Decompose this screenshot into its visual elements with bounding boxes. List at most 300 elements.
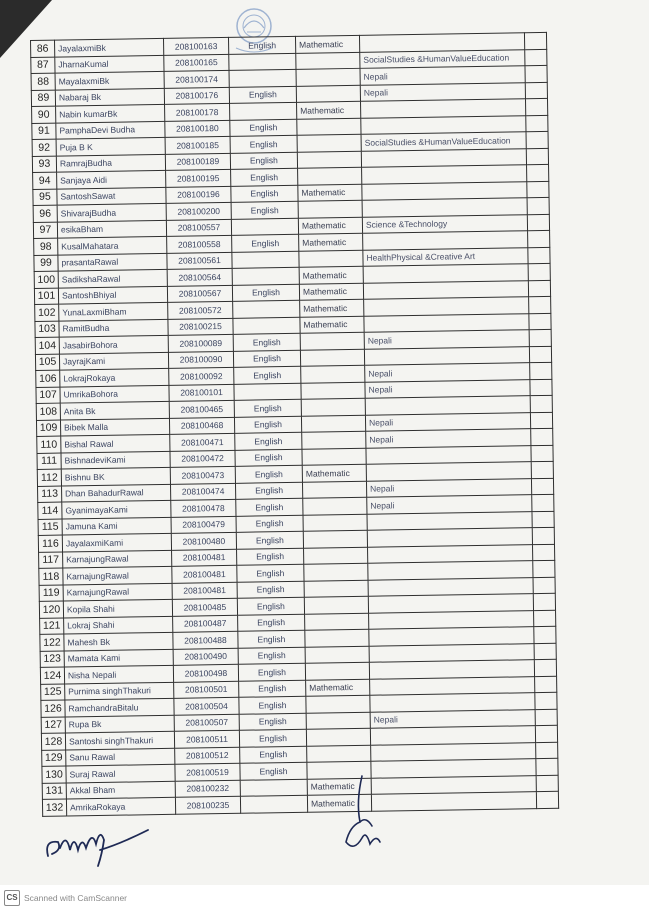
- serial-number: 130: [42, 766, 66, 783]
- blank-cell: [528, 280, 550, 297]
- math-subject: [302, 448, 366, 466]
- english-subject: English: [231, 168, 298, 186]
- roll-number: 208100195: [166, 169, 231, 187]
- english-subject: English: [230, 119, 297, 137]
- student-name: LokrajRokaya: [60, 368, 169, 386]
- blank-cell: [528, 263, 550, 280]
- math-subject: Mathematic: [299, 283, 363, 301]
- roll-number: 208100512: [175, 747, 240, 765]
- blank-cell: [530, 379, 552, 396]
- roll-number: 208100507: [174, 714, 239, 732]
- serial-number: 101: [34, 288, 58, 305]
- scanner-watermark-text: Scanned with CamScanner: [24, 892, 128, 903]
- blank-cell: [530, 395, 552, 412]
- student-name: KarnajungRawal: [63, 566, 172, 584]
- table-body: [31, 32, 559, 816]
- student-name: RamchandraBitalu: [65, 698, 174, 716]
- math-subject: [303, 530, 367, 548]
- roll-number: 208100567: [167, 285, 232, 303]
- optional-subject: [371, 792, 536, 811]
- english-subject: English: [235, 449, 302, 467]
- serial-number: 108: [36, 403, 60, 420]
- english-subject: English: [235, 482, 302, 500]
- math-subject: [303, 514, 367, 532]
- roll-number: 208100481: [172, 549, 237, 567]
- roll-number: 208100472: [170, 450, 235, 468]
- scanner-footer: [0, 885, 649, 910]
- serial-number: 114: [38, 502, 62, 519]
- english-subject: [234, 383, 301, 401]
- roll-number: 208100557: [166, 219, 231, 237]
- english-subject: English: [233, 350, 300, 368]
- english-subject: English: [234, 366, 301, 384]
- english-subject: English: [240, 762, 307, 780]
- roll-number: 208100196: [166, 186, 231, 204]
- serial-number: 100: [34, 271, 58, 288]
- serial-number: 90: [32, 106, 56, 123]
- serial-number: 110: [37, 436, 61, 453]
- english-subject: [240, 779, 307, 797]
- roll-number: 208100232: [175, 780, 240, 798]
- math-subject: Mathematic: [300, 316, 364, 334]
- serial-number: 118: [39, 568, 63, 585]
- optional-subject: HealthPhysical &Creative Art: [363, 247, 528, 266]
- student-name: JayrajKami: [59, 352, 168, 370]
- serial-number: 89: [31, 90, 55, 107]
- math-subject: [297, 134, 361, 152]
- roll-number: 208100487: [173, 615, 238, 633]
- roll-number: 208100090: [168, 351, 233, 369]
- math-subject: [304, 547, 368, 565]
- student-name: Lokraj Shahi: [64, 616, 173, 634]
- roll-number: 208100089: [168, 334, 233, 352]
- english-subject: English: [230, 152, 297, 170]
- optional-subject: Nepali: [366, 429, 531, 448]
- optional-subject: Nepali: [367, 495, 532, 514]
- blank-cell: [534, 659, 556, 676]
- student-name: PamphaDevi Budha: [56, 121, 165, 139]
- math-subject: [296, 85, 360, 103]
- math-subject: [298, 200, 362, 218]
- english-subject: English: [233, 333, 300, 351]
- blank-cell: [532, 527, 554, 544]
- roll-number: 208100465: [169, 400, 234, 418]
- math-subject: [297, 151, 361, 169]
- student-name: RamitBudha: [59, 319, 168, 337]
- blank-cell: [535, 676, 557, 693]
- math-subject: Mathematic: [300, 299, 364, 317]
- serial-number: 129: [42, 750, 66, 767]
- student-name: Bibek Malla: [60, 418, 169, 436]
- english-subject: English: [237, 597, 304, 615]
- serial-number: 111: [37, 453, 61, 470]
- math-subject: [306, 695, 370, 713]
- optional-subject: Nepali: [365, 379, 530, 398]
- english-subject: [231, 218, 298, 236]
- english-subject: English: [239, 680, 306, 698]
- roll-number: 208100501: [174, 681, 239, 699]
- blank-cell: [533, 560, 555, 577]
- math-subject: [302, 481, 366, 499]
- serial-number: 91: [32, 123, 56, 140]
- student-name: KarnajungRawal: [63, 583, 172, 601]
- serial-number: 92: [32, 139, 56, 156]
- student-name: JayalaxmiBk: [55, 38, 164, 56]
- student-subject-table: [30, 32, 558, 817]
- math-subject: [298, 167, 362, 185]
- blank-cell: [536, 775, 558, 792]
- math-subject: Mathematic: [302, 464, 366, 482]
- english-subject: English: [239, 696, 306, 714]
- student-name: UmrikaBohora: [60, 385, 169, 403]
- blank-cell: [532, 544, 554, 561]
- student-name: Sanjaya Aidi: [57, 170, 166, 188]
- roll-number: 208100481: [172, 582, 237, 600]
- english-subject: [229, 53, 296, 71]
- student-name: SadikshaRawal: [58, 269, 167, 287]
- english-subject: [232, 267, 299, 285]
- student-name: Sanu Rawal: [66, 748, 175, 766]
- math-subject: [301, 398, 365, 416]
- serial-number: 127: [41, 717, 65, 734]
- optional-subject: Nepali: [360, 66, 525, 85]
- blank-cell: [527, 197, 549, 214]
- student-name: KusalMahatara: [58, 236, 167, 254]
- serial-number: 126: [41, 700, 65, 717]
- roll-number: 208100474: [170, 483, 235, 501]
- math-subject: [304, 596, 368, 614]
- student-name: Anita Bk: [60, 401, 169, 419]
- english-subject: English: [238, 614, 305, 632]
- english-subject: [233, 300, 300, 318]
- blank-cell: [526, 148, 548, 165]
- math-subject: [304, 563, 368, 581]
- roll-number: 208100092: [169, 367, 234, 385]
- math-subject: Mathematic: [298, 184, 362, 202]
- english-subject: English: [235, 465, 302, 483]
- student-name: Nabin kumarBk: [56, 104, 165, 122]
- roll-number: 208100519: [175, 763, 240, 781]
- math-subject: Mathematic: [307, 794, 371, 812]
- blank-cell: [526, 115, 548, 132]
- blank-cell: [536, 758, 558, 775]
- english-subject: English: [230, 135, 297, 153]
- serial-number: 125: [41, 684, 65, 701]
- serial-number: 128: [41, 733, 65, 750]
- serial-number: 86: [31, 40, 55, 57]
- student-name: JharnaKumal: [55, 55, 164, 73]
- student-name: prasantaRawal: [58, 253, 167, 271]
- student-name: Santoshi singhThakuri: [65, 731, 174, 749]
- optional-subject: Nepali: [365, 412, 530, 431]
- blank-cell: [529, 329, 551, 346]
- roll-number: 208100564: [167, 268, 232, 286]
- serial-number: 107: [36, 387, 60, 404]
- blank-cell: [534, 626, 556, 643]
- blank-cell: [536, 742, 558, 759]
- english-subject: English: [238, 630, 305, 648]
- serial-number: 112: [37, 469, 61, 486]
- blank-cell: [535, 725, 557, 742]
- english-subject: English: [239, 729, 306, 747]
- math-subject: Mathematic: [306, 679, 370, 697]
- roll-number: 208100174: [164, 70, 229, 88]
- roll-number: 208100165: [164, 54, 229, 72]
- blank-cell: [536, 791, 558, 808]
- student-name: MayalaxmiBk: [55, 71, 164, 89]
- student-name: Bishnu BK: [61, 467, 170, 485]
- serial-number: 106: [36, 370, 60, 387]
- serial-number: 96: [33, 205, 57, 222]
- roll-number: 208100479: [171, 516, 236, 534]
- roll-number: 208100215: [168, 318, 233, 336]
- blank-cell: [530, 362, 552, 379]
- optional-subject: Nepali: [370, 709, 535, 728]
- english-subject: English: [236, 498, 303, 516]
- english-subject: English: [231, 185, 298, 203]
- roll-number: 208100235: [175, 796, 240, 814]
- blank-cell: [529, 313, 551, 330]
- blank-cell: [524, 32, 546, 49]
- math-subject: [302, 431, 366, 449]
- math-subject: [307, 745, 371, 763]
- english-subject: English: [238, 647, 305, 665]
- roll-number: 208100200: [166, 202, 231, 220]
- blank-cell: [531, 461, 553, 478]
- blank-cell: [532, 494, 554, 511]
- roll-number: 208100511: [174, 730, 239, 748]
- english-subject: English: [234, 416, 301, 434]
- student-name: Purnima singhThakuri: [65, 682, 174, 700]
- english-subject: English: [234, 399, 301, 417]
- signature-right: [336, 772, 388, 862]
- student-name: GyanimayaKami: [62, 500, 171, 518]
- english-subject: English: [237, 581, 304, 599]
- student-name: Dhan BahadurRawal: [62, 484, 171, 502]
- english-subject: [230, 102, 297, 120]
- english-subject: English: [236, 515, 303, 533]
- signature-left: [40, 810, 160, 880]
- blank-cell: [527, 164, 549, 181]
- serial-number: 117: [39, 552, 63, 569]
- student-name: Bishal Rawal: [61, 434, 170, 452]
- camscanner-logo-icon: CS: [4, 890, 20, 906]
- english-subject: English: [232, 234, 299, 252]
- math-subject: [301, 382, 365, 400]
- math-subject: Mathematic: [295, 35, 359, 53]
- student-name: JasabirBohora: [59, 335, 168, 353]
- english-subject: English: [240, 746, 307, 764]
- student-name: Rupa Bk: [65, 715, 174, 733]
- roll-number: 208100504: [174, 697, 239, 715]
- math-subject: Mathematic: [299, 233, 363, 251]
- blank-cell: [530, 412, 552, 429]
- math-subject: Mathematic: [298, 217, 362, 235]
- math-subject: [301, 365, 365, 383]
- student-name: Kopila Shahi: [63, 599, 172, 617]
- english-subject: English: [239, 713, 306, 731]
- student-name: esikaBham: [57, 220, 166, 238]
- blank-cell: [528, 247, 550, 264]
- blank-cell: [525, 49, 547, 66]
- roll-number: 208100185: [165, 136, 230, 154]
- math-subject: [297, 118, 361, 136]
- roll-number: 208100471: [170, 433, 235, 451]
- student-name: ShivarajBudha: [57, 203, 166, 221]
- serial-number: 122: [40, 634, 64, 651]
- optional-subject: Science &Technology: [362, 214, 527, 233]
- student-name: JayalaxmiKami: [62, 533, 171, 551]
- math-subject: [300, 349, 364, 367]
- blank-cell: [533, 577, 555, 594]
- serial-number: 132: [42, 799, 66, 816]
- student-name: AmrikaRokaya: [66, 797, 175, 815]
- roll-number: 208100561: [167, 252, 232, 270]
- english-subject: English: [228, 36, 295, 54]
- blank-cell: [526, 131, 548, 148]
- roll-number: 208100189: [165, 153, 230, 171]
- student-name: RamrajBudha: [56, 154, 165, 172]
- student-name: YunaLaxmiBham: [59, 302, 168, 320]
- optional-subject: SocialStudies &HumanValueEducation: [361, 132, 526, 151]
- english-subject: [233, 317, 300, 335]
- roll-number: 208100163: [163, 37, 228, 55]
- serial-number: 97: [33, 222, 57, 239]
- blank-cell: [529, 346, 551, 363]
- roll-number: 208100101: [169, 384, 234, 402]
- student-name: Suraj Rawal: [66, 764, 175, 782]
- serial-number: 121: [40, 618, 64, 635]
- math-subject: [305, 613, 369, 631]
- serial-number: 103: [35, 321, 59, 338]
- blank-cell: [528, 230, 550, 247]
- student-name: BishnadeviKami: [61, 451, 170, 469]
- optional-subject: Nepali: [360, 82, 525, 101]
- optional-subject: Nepali: [366, 478, 531, 497]
- english-subject: [240, 795, 307, 813]
- roll-number: 208100572: [168, 301, 233, 319]
- roll-number: 208100498: [173, 664, 238, 682]
- serial-number: 115: [38, 519, 62, 536]
- blank-cell: [531, 428, 553, 445]
- optional-subject: Nepali: [365, 363, 530, 382]
- math-subject: Mathematic: [299, 266, 363, 284]
- math-subject: [305, 646, 369, 664]
- math-subject: [299, 250, 363, 268]
- serial-number: 94: [33, 172, 57, 189]
- serial-number: 88: [31, 73, 55, 90]
- english-subject: English: [236, 531, 303, 549]
- student-name: SantoshSawat: [57, 187, 166, 205]
- roll-number: 208100473: [170, 466, 235, 484]
- roll-number: 208100481: [172, 565, 237, 583]
- math-subject: Mathematic: [307, 778, 371, 796]
- serial-number: 116: [38, 535, 62, 552]
- blank-cell: [529, 296, 551, 313]
- student-name: Nabaraj Bk: [55, 88, 164, 106]
- serial-number: 98: [34, 238, 58, 255]
- roll-number: 208100480: [171, 532, 236, 550]
- english-subject: [232, 251, 299, 269]
- math-subject: [305, 662, 369, 680]
- roll-number: 208100178: [165, 103, 230, 121]
- english-subject: English: [237, 548, 304, 566]
- blank-cell: [535, 709, 557, 726]
- student-name: Jamuna Kami: [62, 517, 171, 535]
- roll-number: 208100488: [173, 631, 238, 649]
- english-subject: [229, 69, 296, 87]
- blank-cell: [534, 643, 556, 660]
- blank-cell: [532, 511, 554, 528]
- serial-number: 102: [35, 304, 59, 321]
- student-name: Nisha Nepali: [64, 665, 173, 683]
- math-subject: [306, 728, 370, 746]
- english-subject: English: [232, 284, 299, 302]
- roll-number: 208100478: [171, 499, 236, 517]
- english-subject: English: [235, 432, 302, 450]
- math-subject: [303, 497, 367, 515]
- serial-number: 119: [39, 585, 63, 602]
- blank-cell: [527, 181, 549, 198]
- math-subject: [304, 580, 368, 598]
- roll-number: 208100468: [169, 417, 234, 435]
- math-subject: [300, 332, 364, 350]
- math-subject: [301, 415, 365, 433]
- english-subject: English: [237, 564, 304, 582]
- serial-number: 93: [32, 156, 56, 173]
- student-name: SantoshBhiyal: [58, 286, 167, 304]
- roll-number: 208100490: [173, 648, 238, 666]
- serial-number: 123: [40, 651, 64, 668]
- blank-cell: [525, 65, 547, 82]
- serial-number: 131: [42, 783, 66, 800]
- roll-number: 208100180: [165, 120, 230, 138]
- math-subject: [296, 68, 360, 86]
- english-subject: English: [231, 201, 298, 219]
- serial-number: 87: [31, 57, 55, 74]
- serial-number: 109: [36, 420, 60, 437]
- optional-subject: Nepali: [364, 330, 529, 349]
- blank-cell: [531, 445, 553, 462]
- serial-number: 95: [33, 189, 57, 206]
- serial-number: 124: [40, 667, 64, 684]
- blank-cell: [531, 478, 553, 495]
- math-subject: [305, 629, 369, 647]
- student-name: KarnajungRawal: [63, 550, 172, 568]
- serial-number: 104: [35, 337, 59, 354]
- english-subject: English: [229, 86, 296, 104]
- blank-cell: [535, 692, 557, 709]
- blank-cell: [525, 82, 547, 99]
- serial-number: 99: [34, 255, 58, 272]
- student-name: Puja B K: [56, 137, 165, 155]
- roll-number: 208100176: [164, 87, 229, 105]
- student-name: Mahesh Bk: [64, 632, 173, 650]
- blank-cell: [534, 610, 556, 627]
- serial-number: 113: [38, 486, 62, 503]
- blank-cell: [527, 214, 549, 231]
- optional-subject: SocialStudies &HumanValueEducation: [360, 49, 525, 68]
- english-subject: English: [238, 663, 305, 681]
- math-subject: Mathematic: [297, 101, 361, 119]
- roll-number: 208100558: [167, 235, 232, 253]
- serial-number: 120: [39, 601, 63, 618]
- math-subject: [296, 52, 360, 70]
- math-subject: [306, 712, 370, 730]
- student-name: Mamata Kami: [64, 649, 173, 667]
- serial-number: 105: [35, 354, 59, 371]
- blank-cell: [525, 98, 547, 115]
